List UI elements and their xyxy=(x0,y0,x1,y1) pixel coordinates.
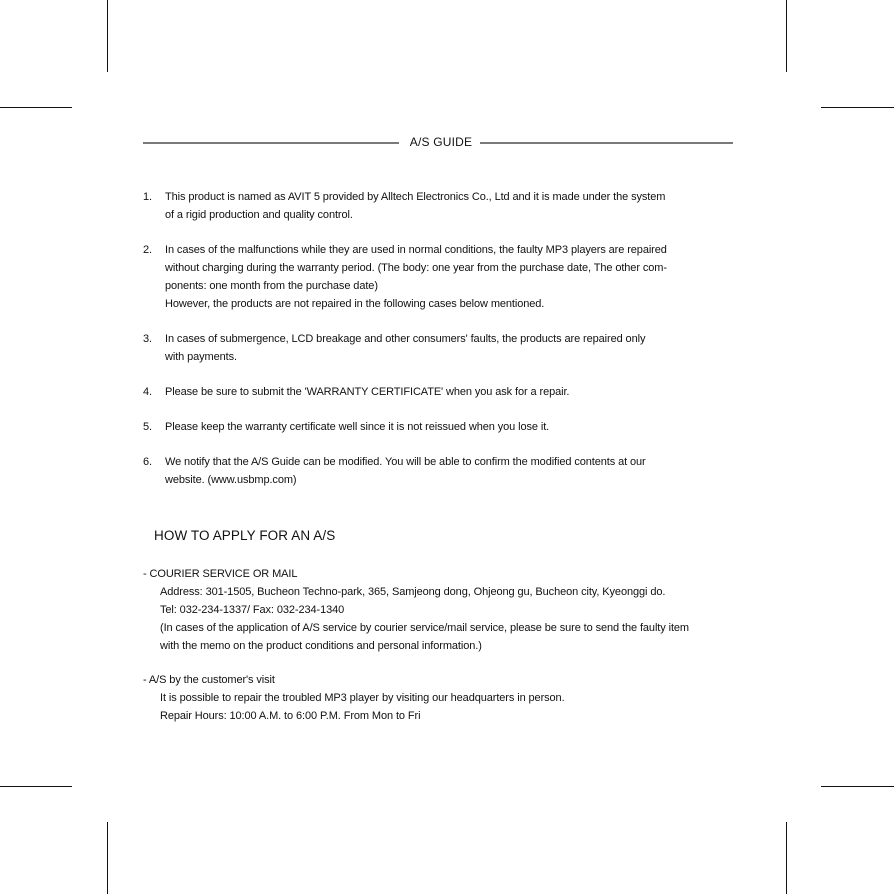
guide-item-6 xyxy=(143,453,783,489)
guide-list xyxy=(143,188,783,506)
item-text-line: of a rigid production and quality control. xyxy=(165,209,353,221)
visit-block xyxy=(143,671,565,725)
courier-note: (In cases of the application of A/S service by courier service/mail service, please be sure to send the faulty item xyxy=(160,622,689,634)
item-text-line: In cases of submergence, LCD breakage and other consumers' faults, the products are repaired only xyxy=(165,333,646,345)
guide-item-2 xyxy=(143,241,783,313)
guide-item-1 xyxy=(143,188,783,224)
repair-hours: Repair Hours: 10:00 A.M. to 6:00 P.M. From Mon to Fri xyxy=(160,710,421,722)
page-title: A/S GUIDE xyxy=(409,135,473,149)
item-text-line: In cases of the malfunctions while they are used in normal conditions, the faulty MP3 players are repaired xyxy=(165,244,667,256)
courier-phone: Tel: 032-234-1337/ Fax: 032-234-1340 xyxy=(160,604,345,616)
crop-mark-top-right-horizontal xyxy=(821,107,894,108)
item-text-line: We notify that the A/S Guide can be modified. You will be able to confirm the modified contents at our xyxy=(165,456,646,468)
guide-item-4 xyxy=(143,383,783,401)
courier-note: with the memo on the product conditions and personal information.) xyxy=(160,640,482,652)
item-text-line: Please be sure to submit the 'WARRANTY CERTIFICATE' when you ask for a repair. xyxy=(165,386,570,398)
visit-title: - A/S by the customer's visit xyxy=(143,674,275,686)
guide-item-3 xyxy=(143,330,783,366)
item-number: 1. xyxy=(143,191,152,203)
crop-mark-bottom-left-vertical xyxy=(107,822,108,894)
crop-mark-bottom-right-horizontal xyxy=(821,786,894,787)
section-heading-how-to-apply: HOW TO APPLY FOR AN A/S xyxy=(154,528,336,543)
item-text-line: Please keep the warranty certificate well since it is not reissued when you lose it. xyxy=(165,421,550,433)
guide-item-5 xyxy=(143,418,783,436)
item-text-line: without charging during the warranty period. (The body: one year from the purchase date, The other com- xyxy=(165,262,667,274)
crop-mark-top-right-vertical xyxy=(786,0,787,72)
header-rule-right xyxy=(480,142,733,144)
courier-address: Address: 301-1505, Bucheon Techno-park, 365, Samjeong dong, Ohjeong gu, Bucheon city, Kyeonggi do. xyxy=(160,586,666,598)
item-number: 6. xyxy=(143,456,152,468)
item-number: 3. xyxy=(143,333,152,345)
header-rule-left xyxy=(143,142,399,144)
crop-mark-bottom-left-horizontal xyxy=(0,786,72,787)
item-number: 2. xyxy=(143,244,152,256)
item-text-line: This product is named as AVIT 5 provided by Alltech Electronics Co., Ltd and it is made under the system xyxy=(165,191,666,203)
item-text-line: ponents: one month from the purchase date) xyxy=(165,280,378,292)
courier-block xyxy=(143,565,689,655)
courier-title: - COURIER SERVICE OR MAIL xyxy=(143,568,298,580)
crop-mark-top-left-vertical xyxy=(107,0,108,72)
crop-mark-bottom-right-vertical xyxy=(786,822,787,894)
item-number: 5. xyxy=(143,421,152,433)
visit-description: It is possible to repair the troubled MP3 player by visiting our headquarters in person. xyxy=(160,692,565,704)
item-text-line: with payments. xyxy=(165,351,237,363)
item-text-line: website. (www.usbmp.com) xyxy=(165,474,297,486)
item-text-line: However, the products are not repaired in the following cases below mentioned. xyxy=(165,298,545,310)
item-number: 4. xyxy=(143,386,152,398)
crop-mark-top-left-horizontal xyxy=(0,107,72,108)
